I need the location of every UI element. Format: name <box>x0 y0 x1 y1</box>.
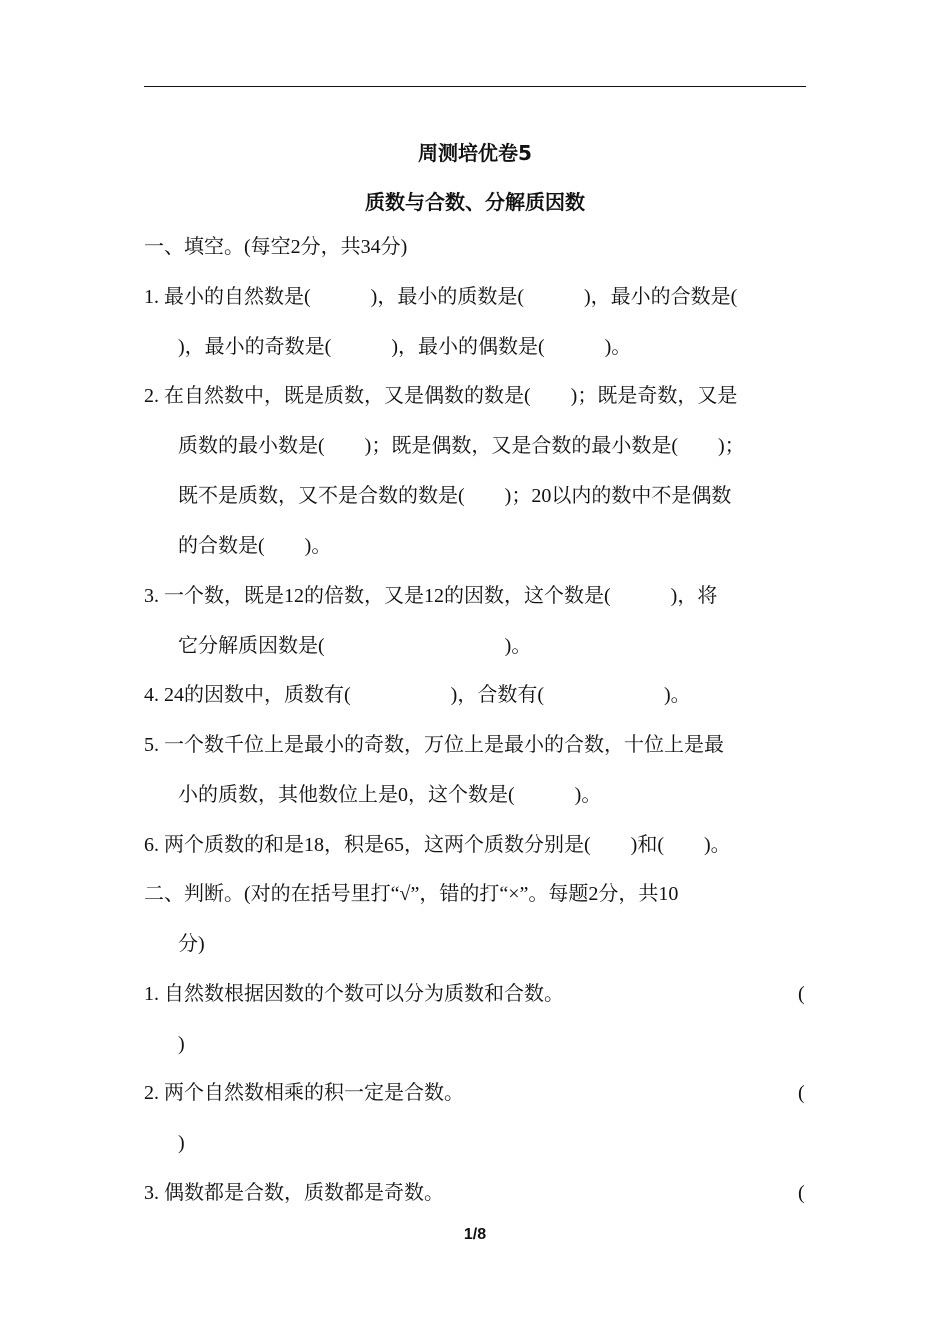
q2-line-3: 既不是质数，又不是合数的数是( )；20以内的数中不是偶数 <box>178 485 732 507</box>
judge-item-1-answer-close: ) <box>178 1033 185 1055</box>
q4-line-1: 4. 24的因数中，质数有( )，合数有( )。 <box>144 684 691 706</box>
section-fill-heading: 一、填空。(每空2分，共34分) <box>144 236 408 258</box>
judge-item-2-answer-open: ( <box>798 1082 805 1104</box>
judge-item-2-answer-close: ) <box>178 1132 185 1154</box>
section-judge-heading: 二、判断。(对的在括号里打“√”，错的打“×”。每题2分，共10 <box>144 883 679 905</box>
q5-line-2: 小的质数，其他数位上是0，这个数是( )。 <box>178 784 602 806</box>
q1-line-2: )，最小的奇数是( )，最小的偶数是( )。 <box>178 336 632 358</box>
q6-line-1: 6. 两个质数的和是18，积是65，这两个质数分别是( )和( )。 <box>144 834 731 856</box>
page-number: 1/8 <box>463 1226 487 1243</box>
page-title: 周测培优卷5 <box>418 141 532 165</box>
judge-item-3-answer-open: ( <box>798 1182 805 1204</box>
page-subtitle: 质数与合数、分解质因数 <box>365 190 585 214</box>
judge-item-1: 1. 自然数根据因数的个数可以分为质数和合数。 <box>144 983 564 1005</box>
q1-line-1: 1. 最小的自然数是( )，最小的质数是( )，最小的合数是( <box>144 286 738 308</box>
q2-line-2: 质数的最小数是( )；既是偶数，又是合数的最小数是( )； <box>178 435 745 457</box>
header-rule <box>144 86 806 87</box>
q2-line-1: 2. 在自然数中，既是质数，又是偶数的数是( )；既是奇数，又是 <box>144 385 738 407</box>
q3-line-2: 它分解质因数是( )。 <box>178 635 532 657</box>
q3-line-1: 3. 一个数，既是12的倍数，又是12的因数，这个数是( )，将 <box>144 585 718 607</box>
q2-line-4: 的合数是( )。 <box>178 535 332 557</box>
judge-item-1-answer-open: ( <box>798 983 805 1005</box>
judge-item-2: 2. 两个自然数相乘的积一定是合数。 <box>144 1082 464 1104</box>
section-judge-heading-cont: 分) <box>178 933 205 955</box>
judge-item-3: 3. 偶数都是合数，质数都是奇数。 <box>144 1182 444 1204</box>
q5-line-1: 5. 一个数千位上是最小的奇数，万位上是最小的合数，十位上是最 <box>144 734 724 756</box>
